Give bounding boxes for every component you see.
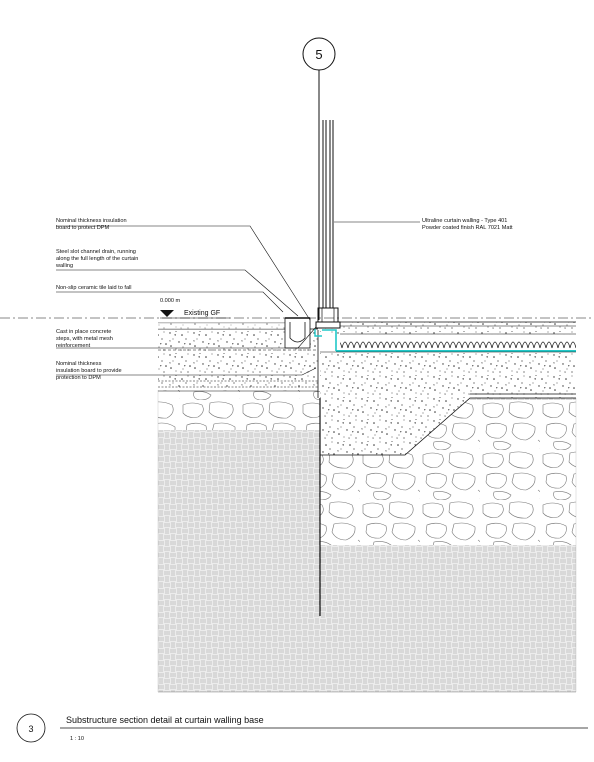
annotation-curtain-wall: Ultraline curtain walling - Type 401 Powder coated finish RAL 7021 Matt — [422, 218, 513, 231]
level-value: 0.000 m — [160, 298, 181, 304]
detail-scale: 1 : 10 — [70, 736, 84, 742]
level-name: Existing GF — [184, 310, 221, 317]
annotation-concrete: Cast in place concrete steps, with metal mesh reinforcement — [56, 329, 113, 349]
floor-screed — [320, 322, 576, 334]
floor-insulation — [340, 334, 576, 350]
insulation-board-lower — [158, 381, 318, 387]
grid-ref: 5 — [315, 47, 323, 62]
detail-title: Substructure section detail at curtain walling base — [66, 715, 264, 725]
channel-drain — [285, 318, 310, 348]
annotation-tile: Non-slip ceramic tile laid to fall — [56, 285, 132, 291]
annotation-insulation-top: Nominal thickness insulation board to protect DPM — [56, 218, 127, 231]
annotation-drain: Steel slot channel drain, running along the full length of the curtain walling — [56, 249, 139, 269]
hardcore-left — [158, 390, 320, 430]
annotation-insulation-bottom: Nominal thickness insulation board to provide protection to DPM — [56, 361, 122, 381]
detail-number: 3 — [28, 724, 34, 734]
level-marker — [160, 310, 174, 317]
